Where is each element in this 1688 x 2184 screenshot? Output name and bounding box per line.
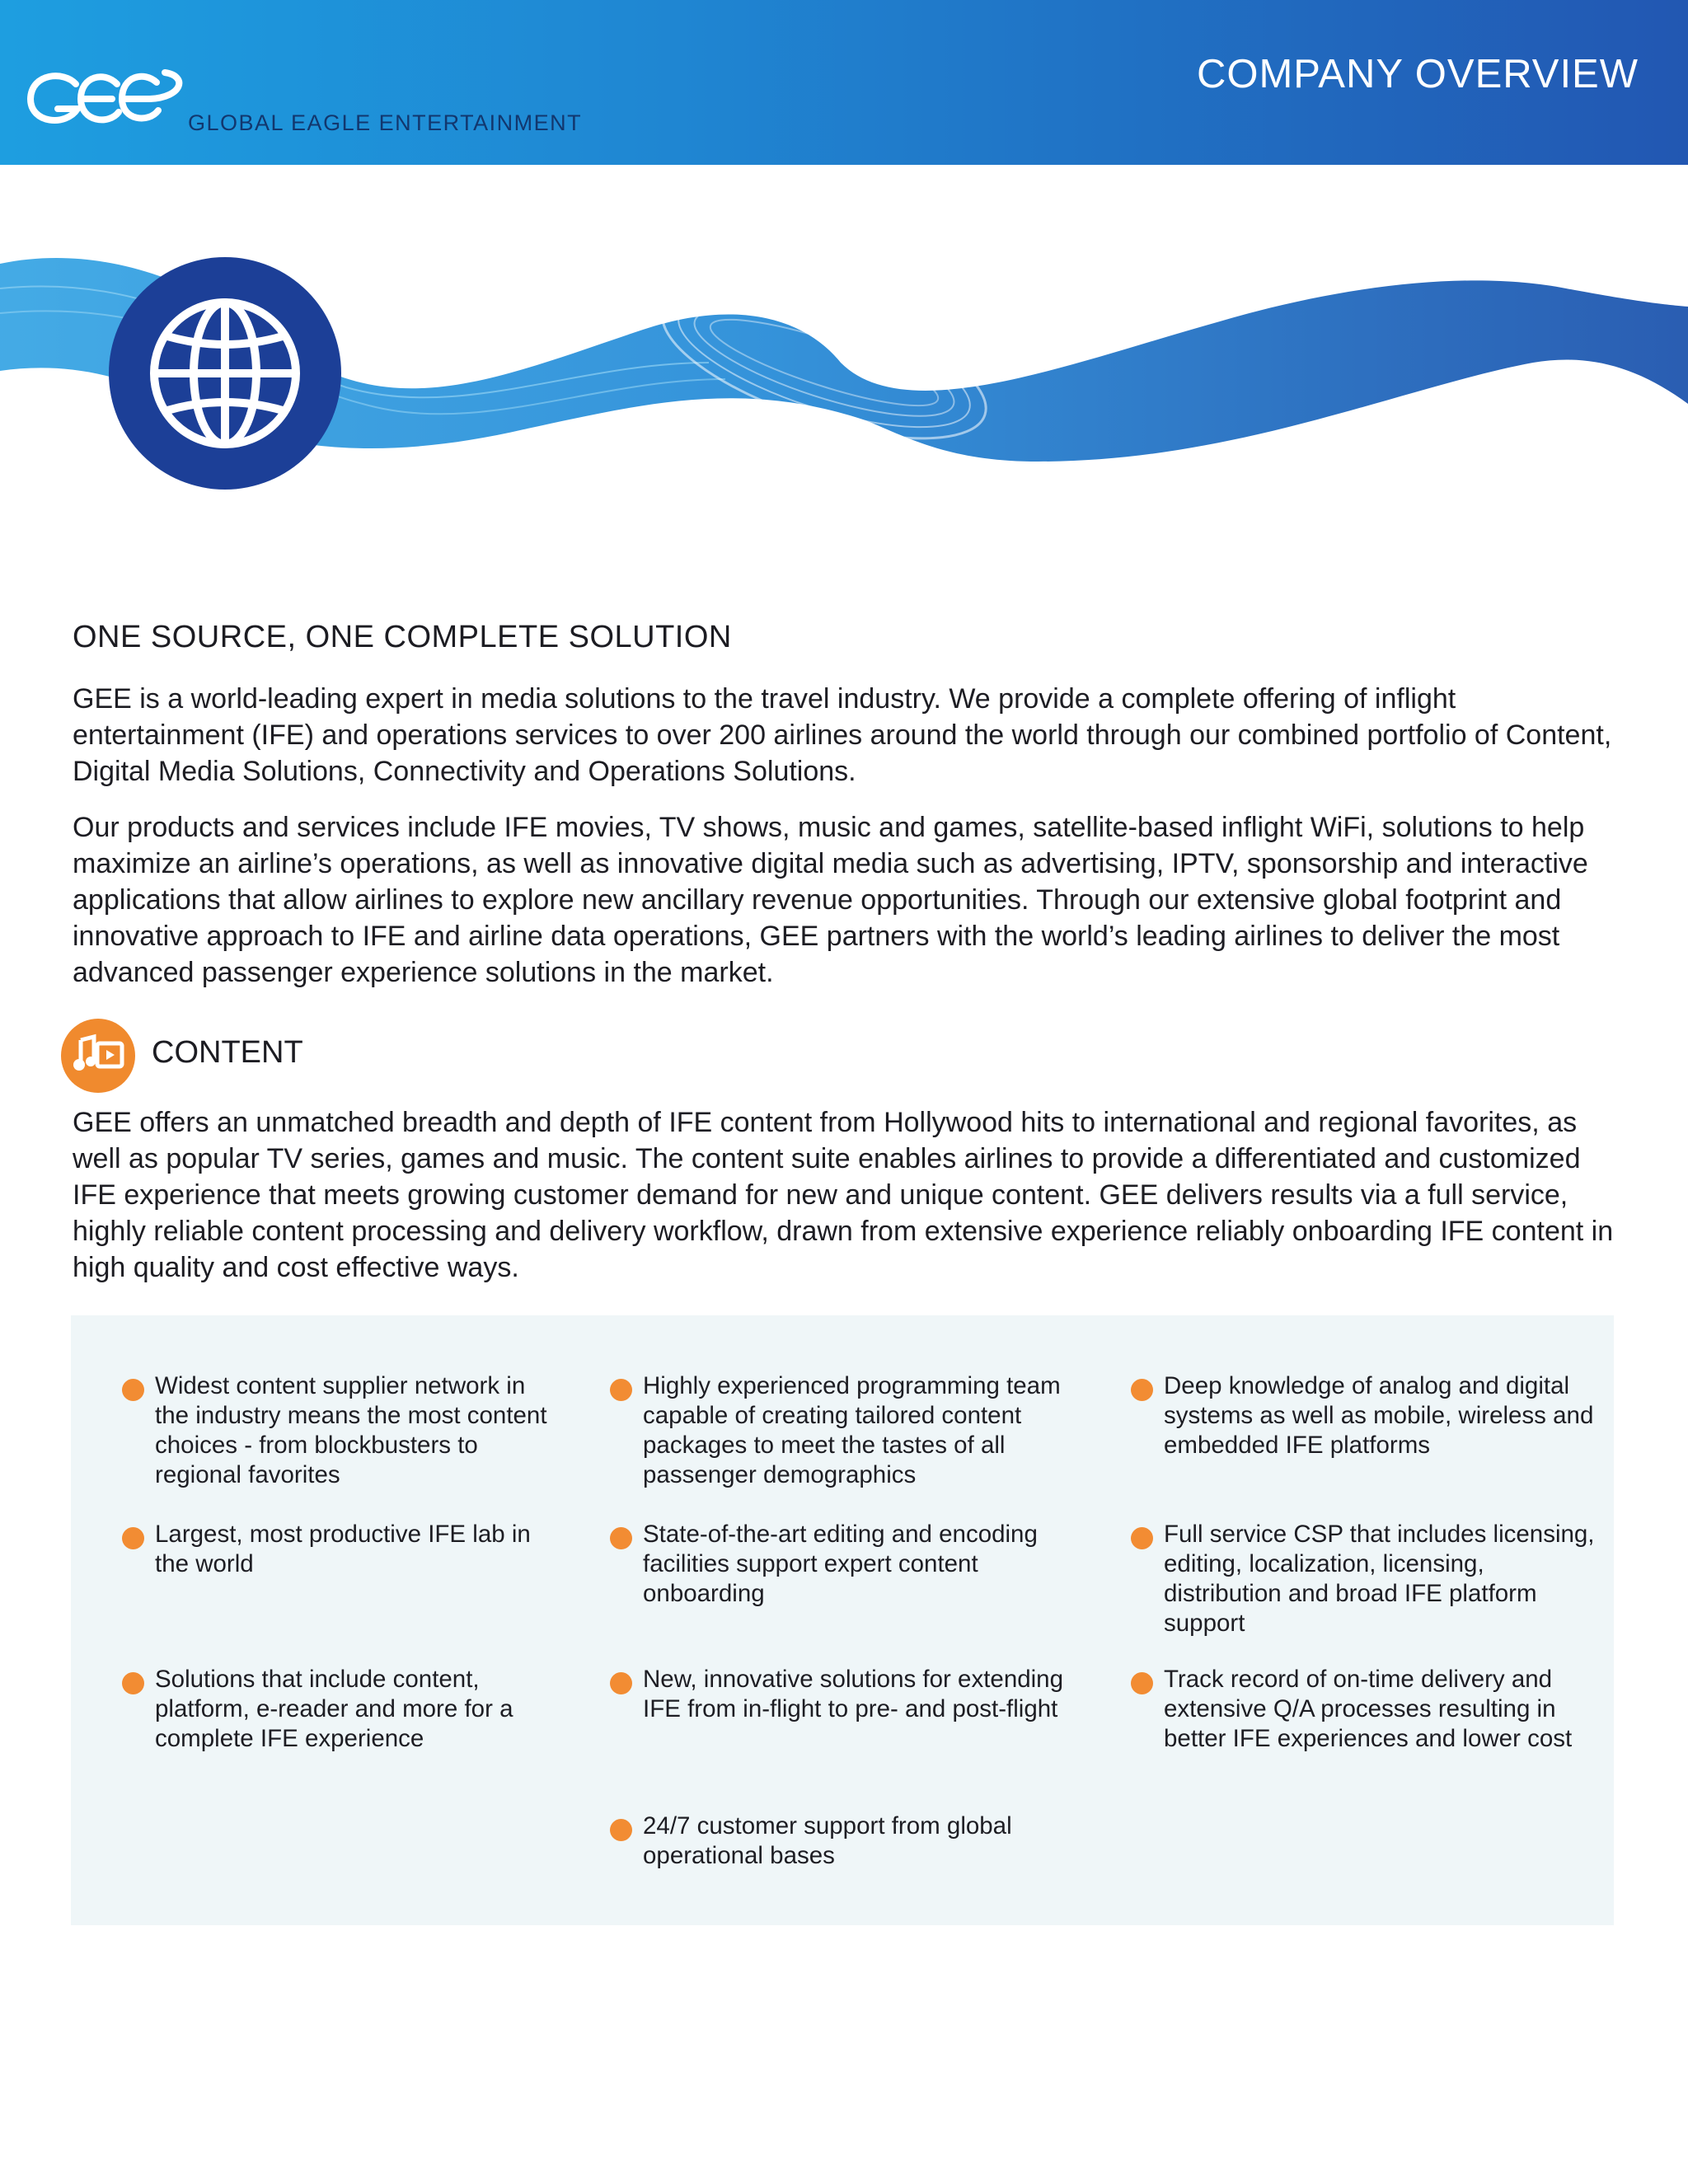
intro-paragraph-1: GEE is a world-leading expert in media solutions to the travel industry. We provide a complete offering of inflight entertainment (IFE) and operations services to over 200 airlines around the world through our combined portfolio of Content, Digital Media Solutions, Connectivity and Operations Solutions. — [73, 683, 1612, 787]
feature-text: Solutions that include content, platform, e-reader and more for a complete IFE experience — [155, 1666, 513, 1752]
section-heading-content: CONTENT — [152, 1035, 303, 1070]
content-paragraph: GEE offers an unmatched breadth and depth of IFE content from Hollywood hits to international and regional favorites, as well as popular TV series, games and music. The content suite enables airlines to provide a differentiated and customized IFE experience that meets growing customer demand for new and unique content. GEE delivers results via a full service, highly reliable content processing and delivery workflow, drawn from extensive experience reliably onboarding IFE content in high quality and cost effective ways. — [73, 1107, 1614, 1283]
bullet-dot — [1131, 1672, 1153, 1694]
bullet-dot — [122, 1527, 144, 1549]
bullet-dot — [610, 1672, 632, 1694]
section-heading-one-source: ONE SOURCE, ONE COMPLETE SOLUTION — [73, 620, 732, 654]
bullet-dot — [1131, 1379, 1153, 1401]
feature-text: Largest, most productive IFE lab in the world — [155, 1521, 531, 1577]
feature-text: Full service CSP that includes licensing, editing, localization, licensing, distribution and broad IFE platform support — [1164, 1521, 1595, 1637]
gee-logo — [26, 68, 188, 129]
brand-name: GLOBAL EAGLE ENTERTAINMENT — [188, 110, 583, 135]
feature-text: Widest content supplier network in the industry means the most content choices - from blockbusters to regional favorites — [155, 1372, 547, 1488]
feature-text: Highly experienced programming team capable of creating tailored content packages to meet the tastes of all passenger demographics — [643, 1372, 1061, 1488]
feature-text: Deep knowledge of analog and digital systems as well as mobile, wireless and embedded IFE platforms — [1164, 1372, 1594, 1459]
bullet-dot — [122, 1379, 144, 1401]
feature-text: 24/7 customer support from global operational bases — [643, 1812, 1012, 1869]
intro-paragraph-2: Our products and services include IFE movies, TV shows, music and games, satellite-based inflight WiFi, solutions to help maximize an airline’s operations, as well as innovative digital media such as advertising, IPTV, sponsorship and interactive applications that allow airlines to explore new ancillary revenue opportunities. Through our extensive global footprint and innovative approach to IFE and airline data operations, GEE partners with the world’s leading airlines to deliver the most advanced passenger experience solutions in the market. — [73, 812, 1588, 988]
bullet-dot — [610, 1819, 632, 1841]
music-video-icon — [61, 1019, 135, 1093]
bullet-dot — [1131, 1527, 1153, 1549]
page-title: COMPANY OVERVIEW — [1196, 52, 1639, 96]
feature-text: New, innovative solutions for extending IFE from in-flight to pre- and post-flight — [643, 1666, 1063, 1722]
bullet-dot — [122, 1672, 144, 1694]
page-header — [0, 0, 1688, 165]
feature-text: State-of-the-art editing and encoding facilities support expert content onboarding — [643, 1521, 1038, 1607]
features-panel — [71, 1315, 1614, 1925]
globe-icon — [109, 257, 341, 490]
bullet-dot — [610, 1527, 632, 1549]
feature-text: Track record of on-time delivery and extensive Q/A processes resulting in better IFE experiences and lower cost — [1164, 1666, 1573, 1752]
bullet-dot — [610, 1379, 632, 1401]
